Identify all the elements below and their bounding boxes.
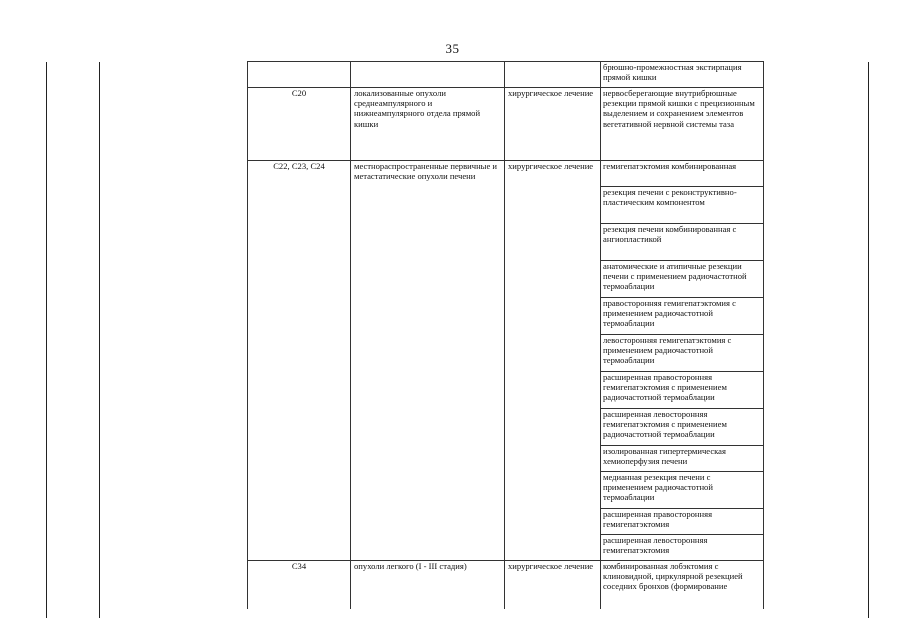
table-row bbox=[248, 561, 764, 609]
method-cell: брюшно-промежностная экстирпация прямой кишки bbox=[601, 62, 764, 88]
code-cell: C20 bbox=[248, 88, 351, 161]
code-cell: C22, C23, C24 bbox=[248, 161, 351, 561]
method-cell: левосторонняя гемигепатэктомия с применением радиочастотной термоаблации bbox=[601, 335, 764, 372]
margin-line-right bbox=[868, 62, 869, 618]
disease-cell bbox=[351, 62, 505, 88]
method-cell: гемигепатэктомия комбинированная bbox=[601, 161, 764, 187]
disease-cell: локализованные опухоли среднеампулярного и нижнеампулярного отдела прямой кишки bbox=[351, 88, 505, 161]
method-cell: нервосберегающие внутрибрюшные резекции прямой кишки с прецизионным выделением и сохранением элементов вегетативной нервной системы таза bbox=[601, 88, 764, 161]
method-cell: медианная резекция печени с применением радиочастотной термоаблации bbox=[601, 472, 764, 509]
method-cell: резекция печени с реконструктивно-пластическим компонентом bbox=[601, 187, 764, 224]
treatment-cell bbox=[505, 62, 601, 88]
method-cell: расширенная левосторонняя гемигепатэктомия bbox=[601, 535, 764, 561]
medical-care-table bbox=[247, 61, 764, 609]
method-cell: расширенная левосторонняя гемигепатэктомия с применением радиочастотной термоаблации bbox=[601, 409, 764, 446]
method-cell: расширенная правосторонняя гемигепатэктомия bbox=[601, 509, 764, 535]
treatment-cell: хирургическое лечение bbox=[505, 161, 601, 561]
treatment-cell: хирургическое лечение bbox=[505, 88, 601, 161]
page-number: 35 bbox=[445, 41, 460, 56]
method-cell: правосторонняя гемигепатэктомия с применением радиочастотной термоаблации bbox=[601, 298, 764, 335]
method-cell: расширенная правосторонняя гемигепатэктомия с применением радиочастотной термоаблации bbox=[601, 372, 764, 409]
treatment-cell: хирургическое лечение bbox=[505, 561, 601, 609]
method-cell: анатомические и атипичные резекции печени с применением радиочастотной термоаблации bbox=[601, 261, 764, 298]
code-cell: C34 bbox=[248, 561, 351, 609]
method-cell: резекция печени комбинированная с ангиопластикой bbox=[601, 224, 764, 261]
table-row-continuation bbox=[248, 62, 764, 88]
margin-line-left bbox=[46, 62, 47, 618]
code-cell bbox=[248, 62, 351, 88]
method-cell: изолированная гипертермическая хемиоперфузия печени bbox=[601, 446, 764, 472]
column-line-number bbox=[99, 62, 100, 618]
disease-cell: местнораспространенные первичные и метастатические опухоли печени bbox=[351, 161, 505, 561]
table-row bbox=[248, 161, 764, 187]
table-row bbox=[248, 88, 764, 161]
method-cell: комбинированная лобэктомия с клиновидной, циркулярной резекцией соседних бронхов (формирование bbox=[601, 561, 764, 609]
disease-cell: опухоли легкого (I - III стадия) bbox=[351, 561, 505, 609]
